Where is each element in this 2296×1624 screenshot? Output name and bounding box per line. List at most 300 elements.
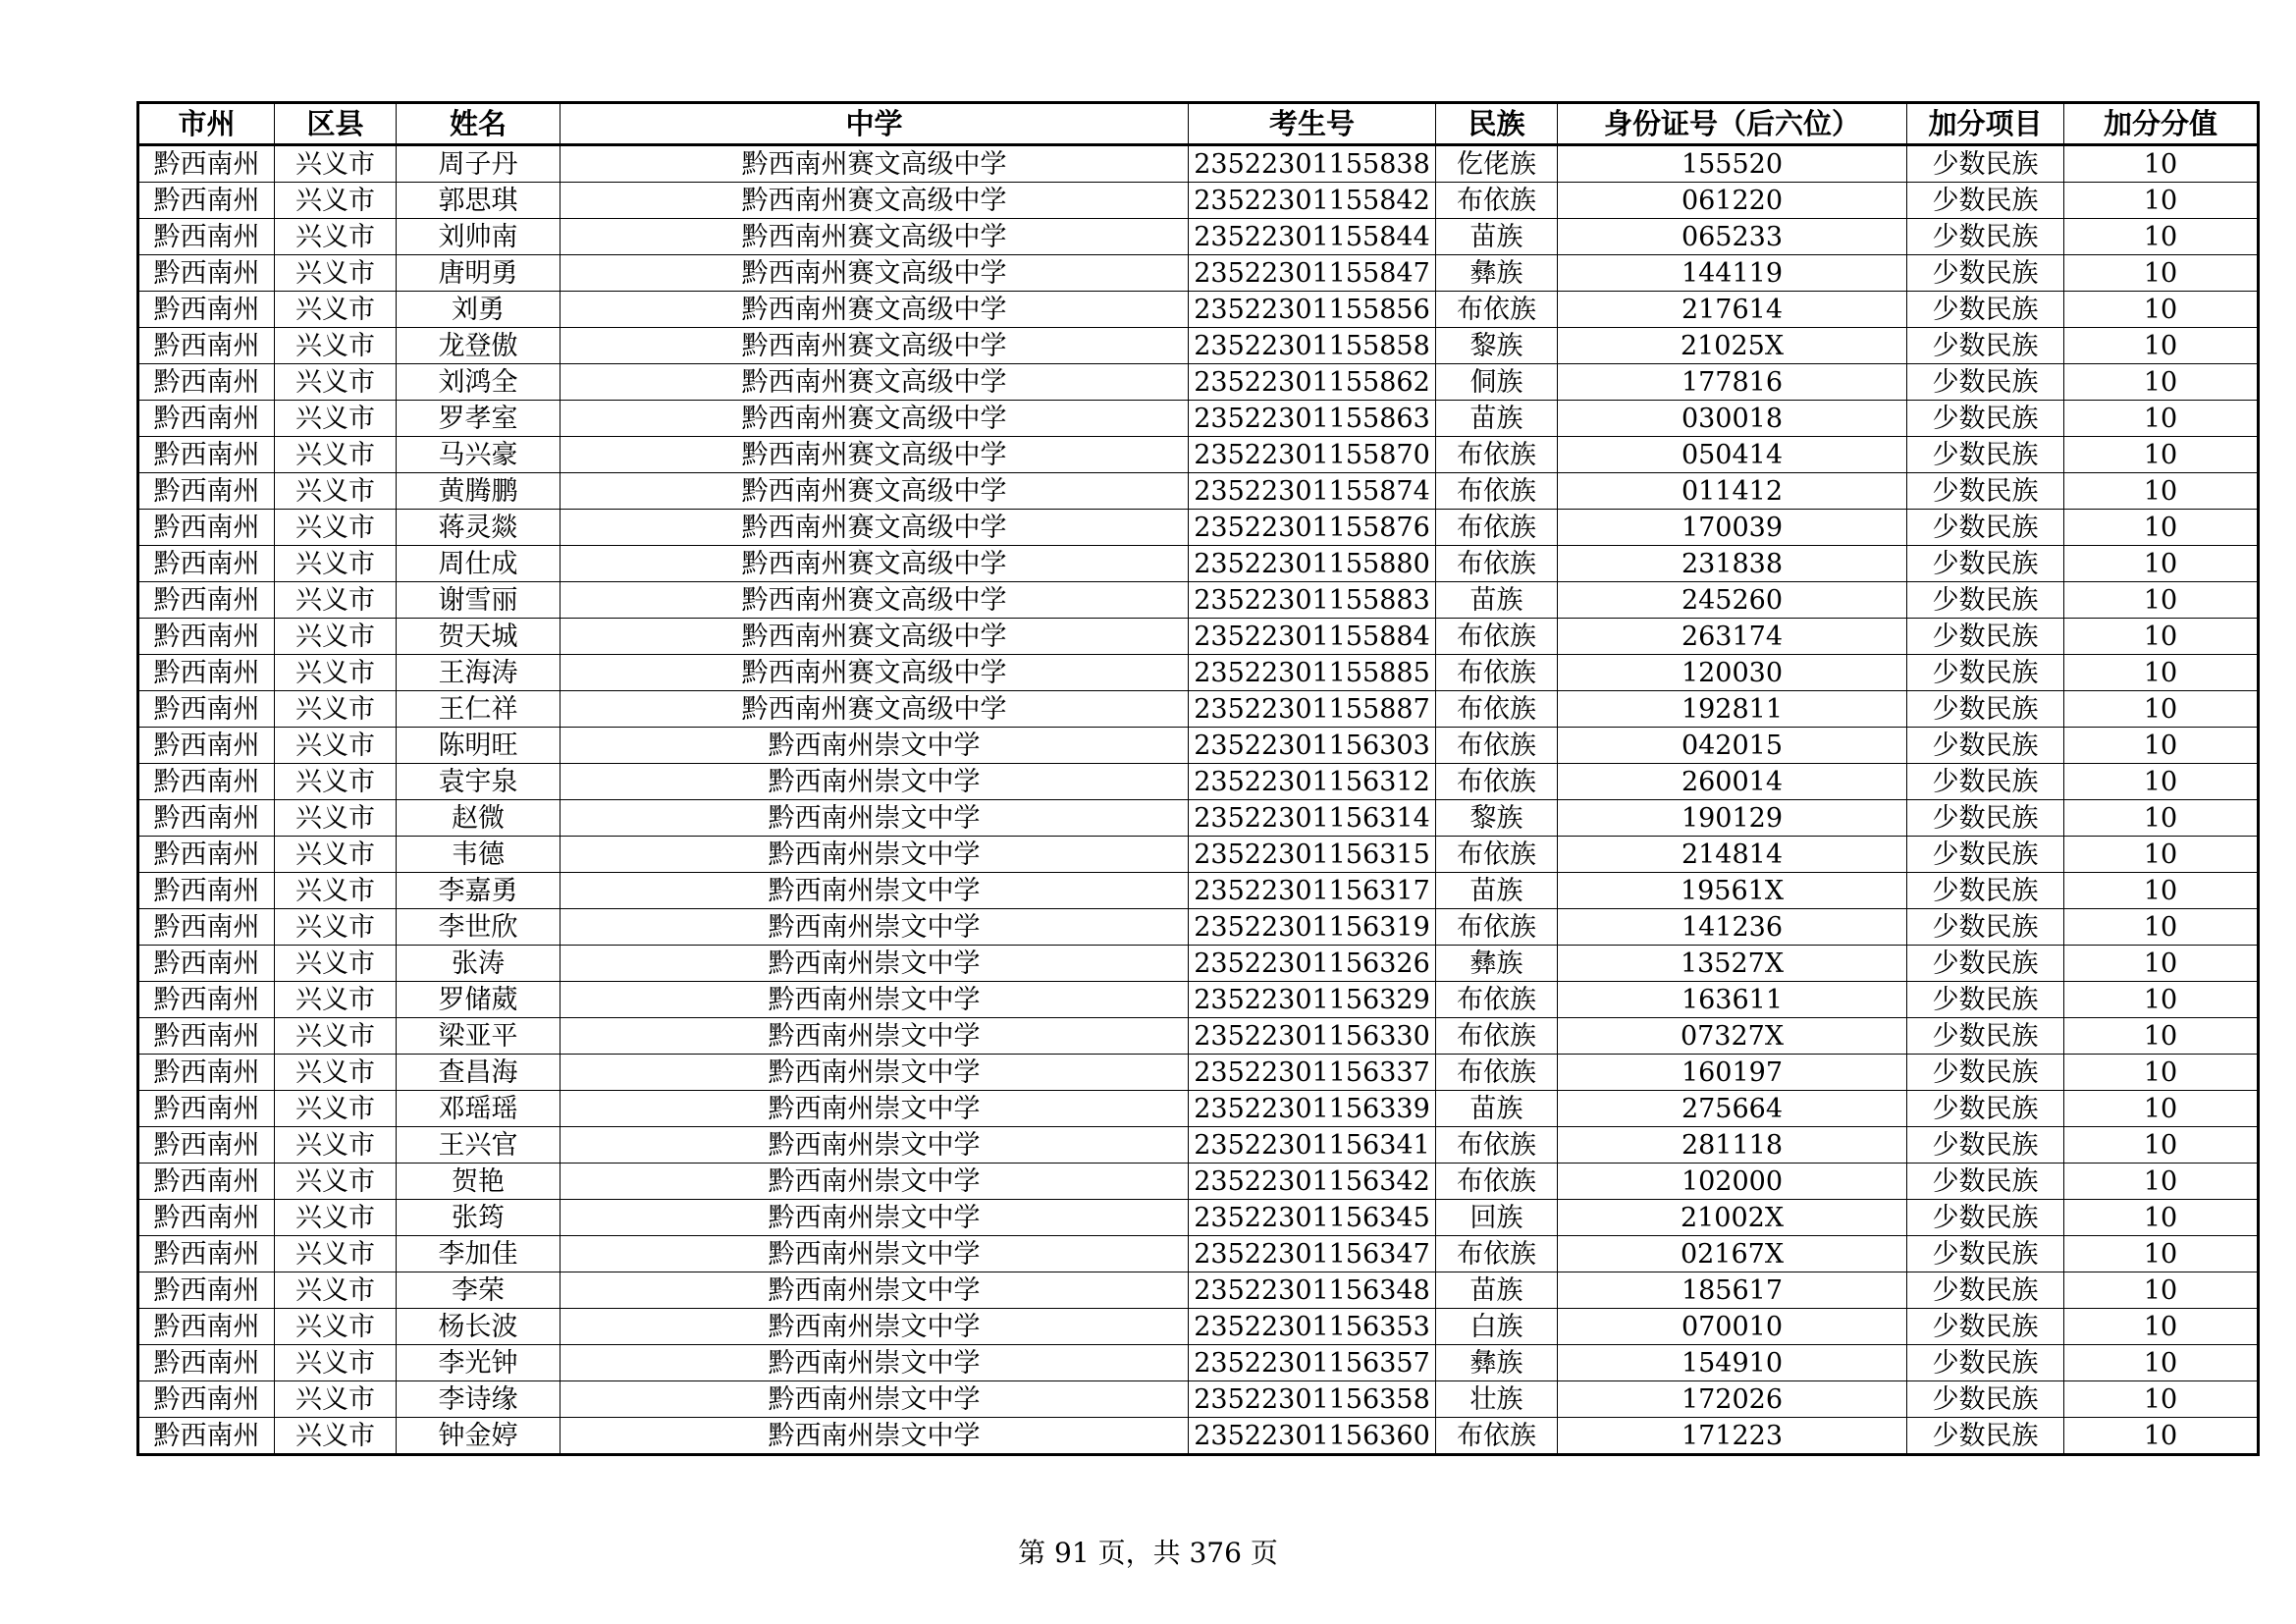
cell-ethnicity: 布依族 <box>1436 655 1558 691</box>
cell-name: 贺天城 <box>397 619 561 655</box>
cell-school: 黔西南州赛文高级中学 <box>561 582 1189 619</box>
cell-ethnicity: 布依族 <box>1436 1127 1558 1164</box>
cell-county: 兴义市 <box>275 1127 397 1164</box>
table-body <box>138 145 2259 1455</box>
header-school: 中学 <box>561 103 1189 145</box>
cell-bonus-value: 10 <box>2064 1272 2259 1309</box>
cell-county: 兴义市 <box>275 473 397 510</box>
cell-bonus-item: 少数民族 <box>1907 183 2064 219</box>
cell-name: 李光钟 <box>397 1345 561 1381</box>
cell-city: 黔西南州 <box>138 909 275 946</box>
cell-id-last-six: 263174 <box>1558 619 1907 655</box>
cell-county: 兴义市 <box>275 1236 397 1272</box>
cell-school: 黔西南州崇文中学 <box>561 909 1189 946</box>
cell-school: 黔西南州赛文高级中学 <box>561 328 1189 364</box>
cell-name: 周子丹 <box>397 145 561 183</box>
cell-id-last-six: 275664 <box>1558 1091 1907 1127</box>
cell-bonus-value: 10 <box>2064 982 2259 1018</box>
cell-school: 黔西南州赛文高级中学 <box>561 655 1189 691</box>
cell-school: 黔西南州崇文中学 <box>561 837 1189 873</box>
cell-name: 罗孝室 <box>397 401 561 437</box>
cell-city: 黔西南州 <box>138 1200 275 1236</box>
cell-ethnicity: 侗族 <box>1436 364 1558 401</box>
cell-county: 兴义市 <box>275 1345 397 1381</box>
cell-county: 兴义市 <box>275 691 397 728</box>
cell-bonus-item: 少数民族 <box>1907 764 2064 800</box>
cell-exam-number: 23522301156329 <box>1189 982 1436 1018</box>
table-row <box>138 546 2259 582</box>
cell-city: 黔西南州 <box>138 1345 275 1381</box>
table-row <box>138 873 2259 909</box>
cell-school: 黔西南州赛文高级中学 <box>561 437 1189 473</box>
cell-ethnicity: 布依族 <box>1436 473 1558 510</box>
cell-county: 兴义市 <box>275 219 397 255</box>
cell-ethnicity: 布依族 <box>1436 728 1558 764</box>
cell-id-last-six: 190129 <box>1558 800 1907 837</box>
cell-ethnicity: 苗族 <box>1436 873 1558 909</box>
cell-bonus-item: 少数民族 <box>1907 873 2064 909</box>
cell-name: 黄腾鹏 <box>397 473 561 510</box>
cell-school: 黔西南州崇文中学 <box>561 1309 1189 1345</box>
cell-bonus-item: 少数民族 <box>1907 1164 2064 1200</box>
cell-ethnicity: 布依族 <box>1436 1018 1558 1055</box>
cell-bonus-value: 10 <box>2064 582 2259 619</box>
cell-id-last-six: 21025X <box>1558 328 1907 364</box>
cell-bonus-value: 10 <box>2064 1309 2259 1345</box>
cell-school: 黔西南州赛文高级中学 <box>561 183 1189 219</box>
cell-bonus-value: 10 <box>2064 946 2259 982</box>
cell-bonus-value: 10 <box>2064 183 2259 219</box>
cell-school: 黔西南州崇文中学 <box>561 1200 1189 1236</box>
table-row <box>138 255 2259 292</box>
cell-county: 兴义市 <box>275 328 397 364</box>
table-row <box>138 219 2259 255</box>
cell-id-last-six: 061220 <box>1558 183 1907 219</box>
cell-bonus-item: 少数民族 <box>1907 437 2064 473</box>
cell-school: 黔西南州赛文高级中学 <box>561 510 1189 546</box>
cell-bonus-value: 10 <box>2064 873 2259 909</box>
cell-id-last-six: 011412 <box>1558 473 1907 510</box>
cell-ethnicity: 布依族 <box>1436 292 1558 328</box>
cell-exam-number: 23522301155838 <box>1189 145 1436 183</box>
cell-exam-number: 23522301156330 <box>1189 1018 1436 1055</box>
cell-city: 黔西南州 <box>138 364 275 401</box>
cell-name: 唐明勇 <box>397 255 561 292</box>
cell-city: 黔西南州 <box>138 473 275 510</box>
cell-name: 罗储葳 <box>397 982 561 1018</box>
table-row <box>138 1309 2259 1345</box>
cell-city: 黔西南州 <box>138 655 275 691</box>
cell-ethnicity: 布依族 <box>1436 437 1558 473</box>
cell-exam-number: 23522301156348 <box>1189 1272 1436 1309</box>
cell-bonus-item: 少数民族 <box>1907 255 2064 292</box>
table-row <box>138 1055 2259 1091</box>
cell-name: 陈明旺 <box>397 728 561 764</box>
cell-city: 黔西南州 <box>138 1418 275 1455</box>
cell-bonus-value: 10 <box>2064 1200 2259 1236</box>
cell-bonus-item: 少数民族 <box>1907 1200 2064 1236</box>
cell-school: 黔西南州赛文高级中学 <box>561 255 1189 292</box>
cell-name: 邓瑶瑶 <box>397 1091 561 1127</box>
cell-exam-number: 23522301156339 <box>1189 1091 1436 1127</box>
cell-bonus-item: 少数民族 <box>1907 473 2064 510</box>
cell-exam-number: 23522301156347 <box>1189 1236 1436 1272</box>
cell-ethnicity: 彝族 <box>1436 255 1558 292</box>
cell-city: 黔西南州 <box>138 145 275 183</box>
cell-exam-number: 23522301156312 <box>1189 764 1436 800</box>
cell-id-last-six: 170039 <box>1558 510 1907 546</box>
table-header <box>138 103 2259 145</box>
cell-city: 黔西南州 <box>138 546 275 582</box>
cell-bonus-value: 10 <box>2064 437 2259 473</box>
cell-city: 黔西南州 <box>138 582 275 619</box>
cell-id-last-six: 171223 <box>1558 1418 1907 1455</box>
cell-id-last-six: 07327X <box>1558 1018 1907 1055</box>
cell-ethnicity: 苗族 <box>1436 219 1558 255</box>
cell-bonus-value: 10 <box>2064 219 2259 255</box>
table-row <box>138 1127 2259 1164</box>
cell-county: 兴义市 <box>275 582 397 619</box>
cell-bonus-value: 10 <box>2064 1381 2259 1418</box>
cell-city: 黔西南州 <box>138 219 275 255</box>
cell-school: 黔西南州崇文中学 <box>561 1055 1189 1091</box>
cell-bonus-item: 少数民族 <box>1907 1418 2064 1455</box>
cell-ethnicity: 布依族 <box>1436 1055 1558 1091</box>
cell-name: 李荣 <box>397 1272 561 1309</box>
cell-bonus-item: 少数民族 <box>1907 1091 2064 1127</box>
cell-name: 贺艳 <box>397 1164 561 1200</box>
table-row <box>138 145 2259 183</box>
cell-exam-number: 23522301156357 <box>1189 1345 1436 1381</box>
cell-ethnicity: 彝族 <box>1436 1345 1558 1381</box>
cell-city: 黔西南州 <box>138 1309 275 1345</box>
cell-bonus-item: 少数民族 <box>1907 328 2064 364</box>
cell-county: 兴义市 <box>275 655 397 691</box>
cell-bonus-value: 10 <box>2064 510 2259 546</box>
cell-ethnicity: 布依族 <box>1436 909 1558 946</box>
cell-bonus-value: 10 <box>2064 401 2259 437</box>
cell-school: 黔西南州崇文中学 <box>561 1091 1189 1127</box>
cell-bonus-item: 少数民族 <box>1907 909 2064 946</box>
cell-name: 谢雪丽 <box>397 582 561 619</box>
cell-bonus-item: 少数民族 <box>1907 219 2064 255</box>
cell-ethnicity: 白族 <box>1436 1309 1558 1345</box>
cell-bonus-item: 少数民族 <box>1907 1272 2064 1309</box>
cell-id-last-six: 172026 <box>1558 1381 1907 1418</box>
table-row <box>138 691 2259 728</box>
cell-id-last-six: 050414 <box>1558 437 1907 473</box>
cell-ethnicity: 布依族 <box>1436 546 1558 582</box>
cell-ethnicity: 布依族 <box>1436 183 1558 219</box>
cell-exam-number: 23522301156319 <box>1189 909 1436 946</box>
cell-county: 兴义市 <box>275 982 397 1018</box>
cell-county: 兴义市 <box>275 292 397 328</box>
cell-school: 黔西南州崇文中学 <box>561 728 1189 764</box>
cell-name: 杨长波 <box>397 1309 561 1345</box>
cell-bonus-item: 少数民族 <box>1907 582 2064 619</box>
cell-id-last-six: 155520 <box>1558 145 1907 183</box>
table-row <box>138 1091 2259 1127</box>
cell-ethnicity: 彝族 <box>1436 946 1558 982</box>
cell-name: 钟金婷 <box>397 1418 561 1455</box>
cell-bonus-item: 少数民族 <box>1907 546 2064 582</box>
cell-city: 黔西南州 <box>138 1055 275 1091</box>
cell-name: 赵微 <box>397 800 561 837</box>
cell-ethnicity: 苗族 <box>1436 1091 1558 1127</box>
cell-city: 黔西南州 <box>138 1164 275 1200</box>
cell-exam-number: 23522301155870 <box>1189 437 1436 473</box>
cell-ethnicity: 布依族 <box>1436 619 1558 655</box>
cell-id-last-six: 160197 <box>1558 1055 1907 1091</box>
cell-exam-number: 23522301155842 <box>1189 183 1436 219</box>
cell-exam-number: 23522301155887 <box>1189 691 1436 728</box>
cell-school: 黔西南州崇文中学 <box>561 1345 1189 1381</box>
cell-bonus-value: 10 <box>2064 145 2259 183</box>
cell-school: 黔西南州崇文中学 <box>561 1164 1189 1200</box>
cell-ethnicity: 苗族 <box>1436 1272 1558 1309</box>
cell-exam-number: 23522301156341 <box>1189 1127 1436 1164</box>
cell-ethnicity: 苗族 <box>1436 401 1558 437</box>
cell-bonus-value: 10 <box>2064 909 2259 946</box>
bonus-points-table <box>136 101 2260 1456</box>
cell-id-last-six: 102000 <box>1558 1164 1907 1200</box>
header-bonus-item: 加分项目 <box>1907 103 2064 145</box>
table-row <box>138 292 2259 328</box>
header-row <box>138 103 2259 145</box>
cell-exam-number: 23522301156314 <box>1189 800 1436 837</box>
table-row <box>138 800 2259 837</box>
cell-county: 兴义市 <box>275 401 397 437</box>
table-row <box>138 328 2259 364</box>
cell-county: 兴义市 <box>275 546 397 582</box>
cell-id-last-six: 065233 <box>1558 219 1907 255</box>
cell-county: 兴义市 <box>275 909 397 946</box>
cell-name: 李世欣 <box>397 909 561 946</box>
cell-exam-number: 23522301156358 <box>1189 1381 1436 1418</box>
table-row <box>138 1236 2259 1272</box>
cell-exam-number: 23522301156326 <box>1189 946 1436 982</box>
cell-bonus-value: 10 <box>2064 328 2259 364</box>
table-row <box>138 619 2259 655</box>
cell-county: 兴义市 <box>275 1018 397 1055</box>
cell-name: 马兴豪 <box>397 437 561 473</box>
cell-bonus-value: 10 <box>2064 546 2259 582</box>
table-row <box>138 437 2259 473</box>
cell-county: 兴义市 <box>275 1091 397 1127</box>
cell-id-last-six: 13527X <box>1558 946 1907 982</box>
cell-exam-number: 23522301156353 <box>1189 1309 1436 1345</box>
cell-bonus-item: 少数民族 <box>1907 837 2064 873</box>
cell-county: 兴义市 <box>275 728 397 764</box>
cell-name: 袁宇泉 <box>397 764 561 800</box>
cell-id-last-six: 030018 <box>1558 401 1907 437</box>
cell-name: 李嘉勇 <box>397 873 561 909</box>
cell-county: 兴义市 <box>275 1381 397 1418</box>
cell-school: 黔西南州崇文中学 <box>561 800 1189 837</box>
table-row <box>138 582 2259 619</box>
cell-name: 张筠 <box>397 1200 561 1236</box>
cell-city: 黔西南州 <box>138 510 275 546</box>
cell-id-last-six: 120030 <box>1558 655 1907 691</box>
cell-bonus-value: 10 <box>2064 728 2259 764</box>
table-row <box>138 364 2259 401</box>
cell-id-last-six: 19561X <box>1558 873 1907 909</box>
cell-county: 兴义市 <box>275 800 397 837</box>
table-row <box>138 1018 2259 1055</box>
cell-exam-number: 23522301155858 <box>1189 328 1436 364</box>
cell-city: 黔西南州 <box>138 1091 275 1127</box>
cell-county: 兴义市 <box>275 946 397 982</box>
cell-name: 韦德 <box>397 837 561 873</box>
cell-ethnicity: 布依族 <box>1436 1236 1558 1272</box>
header-county: 区县 <box>275 103 397 145</box>
cell-bonus-item: 少数民族 <box>1907 1127 2064 1164</box>
table-row <box>138 837 2259 873</box>
cell-name: 查昌海 <box>397 1055 561 1091</box>
cell-bonus-item: 少数民族 <box>1907 619 2064 655</box>
cell-school: 黔西南州赛文高级中学 <box>561 691 1189 728</box>
cell-city: 黔西南州 <box>138 1127 275 1164</box>
cell-school: 黔西南州赛文高级中学 <box>561 619 1189 655</box>
cell-school: 黔西南州赛文高级中学 <box>561 219 1189 255</box>
cell-school: 黔西南州崇文中学 <box>561 1127 1189 1164</box>
cell-county: 兴义市 <box>275 183 397 219</box>
table-row <box>138 1418 2259 1455</box>
cell-ethnicity: 布依族 <box>1436 691 1558 728</box>
cell-name: 张涛 <box>397 946 561 982</box>
cell-exam-number: 23522301155883 <box>1189 582 1436 619</box>
cell-name: 刘勇 <box>397 292 561 328</box>
table-row <box>138 946 2259 982</box>
cell-id-last-six: 21002X <box>1558 1200 1907 1236</box>
cell-exam-number: 23522301155876 <box>1189 510 1436 546</box>
header-name: 姓名 <box>397 103 561 145</box>
cell-city: 黔西南州 <box>138 1272 275 1309</box>
cell-school: 黔西南州崇文中学 <box>561 982 1189 1018</box>
cell-name: 李加佳 <box>397 1236 561 1272</box>
cell-county: 兴义市 <box>275 1200 397 1236</box>
cell-exam-number: 23522301155862 <box>1189 364 1436 401</box>
cell-bonus-item: 少数民族 <box>1907 946 2064 982</box>
cell-bonus-value: 10 <box>2064 764 2259 800</box>
cell-city: 黔西南州 <box>138 1018 275 1055</box>
cell-city: 黔西南州 <box>138 401 275 437</box>
cell-bonus-item: 少数民族 <box>1907 145 2064 183</box>
cell-id-last-six: 260014 <box>1558 764 1907 800</box>
cell-ethnicity: 苗族 <box>1436 582 1558 619</box>
cell-name: 王兴官 <box>397 1127 561 1164</box>
cell-bonus-value: 10 <box>2064 364 2259 401</box>
table-row <box>138 982 2259 1018</box>
cell-school: 黔西南州崇文中学 <box>561 1381 1189 1418</box>
cell-county: 兴义市 <box>275 364 397 401</box>
cell-bonus-item: 少数民族 <box>1907 1018 2064 1055</box>
cell-exam-number: 23522301156303 <box>1189 728 1436 764</box>
cell-bonus-item: 少数民族 <box>1907 982 2064 1018</box>
cell-exam-number: 23522301155856 <box>1189 292 1436 328</box>
cell-id-last-six: 02167X <box>1558 1236 1907 1272</box>
cell-city: 黔西南州 <box>138 691 275 728</box>
cell-school: 黔西南州赛文高级中学 <box>561 401 1189 437</box>
cell-exam-number: 23522301155847 <box>1189 255 1436 292</box>
cell-city: 黔西南州 <box>138 292 275 328</box>
cell-school: 黔西南州崇文中学 <box>561 873 1189 909</box>
table-row <box>138 183 2259 219</box>
cell-name: 蒋灵燚 <box>397 510 561 546</box>
header-id-last-six: 身份证号（后六位） <box>1558 103 1907 145</box>
cell-county: 兴义市 <box>275 1309 397 1345</box>
cell-name: 龙登傲 <box>397 328 561 364</box>
cell-exam-number: 23522301156315 <box>1189 837 1436 873</box>
header-ethnicity: 民族 <box>1436 103 1558 145</box>
cell-id-last-six: 163611 <box>1558 982 1907 1018</box>
cell-city: 黔西南州 <box>138 728 275 764</box>
cell-school: 黔西南州赛文高级中学 <box>561 546 1189 582</box>
cell-bonus-item: 少数民族 <box>1907 1236 2064 1272</box>
cell-school: 黔西南州崇文中学 <box>561 1236 1189 1272</box>
cell-name: 王海涛 <box>397 655 561 691</box>
cell-exam-number: 23522301155874 <box>1189 473 1436 510</box>
table-row <box>138 401 2259 437</box>
cell-county: 兴义市 <box>275 1272 397 1309</box>
cell-ethnicity: 黎族 <box>1436 328 1558 364</box>
cell-exam-number: 23522301155863 <box>1189 401 1436 437</box>
cell-county: 兴义市 <box>275 837 397 873</box>
cell-city: 黔西南州 <box>138 619 275 655</box>
cell-city: 黔西南州 <box>138 982 275 1018</box>
cell-county: 兴义市 <box>275 764 397 800</box>
cell-name: 王仁祥 <box>397 691 561 728</box>
cell-city: 黔西南州 <box>138 946 275 982</box>
cell-bonus-value: 10 <box>2064 1055 2259 1091</box>
cell-school: 黔西南州崇文中学 <box>561 764 1189 800</box>
cell-county: 兴义市 <box>275 1418 397 1455</box>
cell-ethnicity: 黎族 <box>1436 800 1558 837</box>
cell-bonus-value: 10 <box>2064 1091 2259 1127</box>
cell-bonus-value: 10 <box>2064 1127 2259 1164</box>
cell-county: 兴义市 <box>275 255 397 292</box>
cell-id-last-six: 144119 <box>1558 255 1907 292</box>
cell-exam-number: 23522301155884 <box>1189 619 1436 655</box>
cell-school: 黔西南州赛文高级中学 <box>561 364 1189 401</box>
cell-county: 兴义市 <box>275 873 397 909</box>
cell-city: 黔西南州 <box>138 255 275 292</box>
cell-exam-number: 23522301156345 <box>1189 1200 1436 1236</box>
cell-id-last-six: 214814 <box>1558 837 1907 873</box>
table-row <box>138 728 2259 764</box>
header-bonus-value: 加分分值 <box>2064 103 2259 145</box>
cell-ethnicity: 布依族 <box>1436 1164 1558 1200</box>
header-city: 市州 <box>138 103 275 145</box>
cell-id-last-six: 245260 <box>1558 582 1907 619</box>
cell-name: 刘帅南 <box>397 219 561 255</box>
cell-id-last-six: 154910 <box>1558 1345 1907 1381</box>
cell-exam-number: 23522301155880 <box>1189 546 1436 582</box>
cell-bonus-item: 少数民族 <box>1907 728 2064 764</box>
cell-exam-number: 23522301156317 <box>1189 873 1436 909</box>
cell-bonus-value: 10 <box>2064 655 2259 691</box>
cell-city: 黔西南州 <box>138 437 275 473</box>
cell-bonus-item: 少数民族 <box>1907 1309 2064 1345</box>
cell-school: 黔西南州崇文中学 <box>561 946 1189 982</box>
cell-name: 李诗缘 <box>397 1381 561 1418</box>
cell-bonus-item: 少数民族 <box>1907 510 2064 546</box>
cell-bonus-value: 10 <box>2064 1418 2259 1455</box>
cell-id-last-six: 192811 <box>1558 691 1907 728</box>
cell-bonus-item: 少数民族 <box>1907 655 2064 691</box>
cell-bonus-value: 10 <box>2064 800 2259 837</box>
cell-bonus-value: 10 <box>2064 1236 2259 1272</box>
